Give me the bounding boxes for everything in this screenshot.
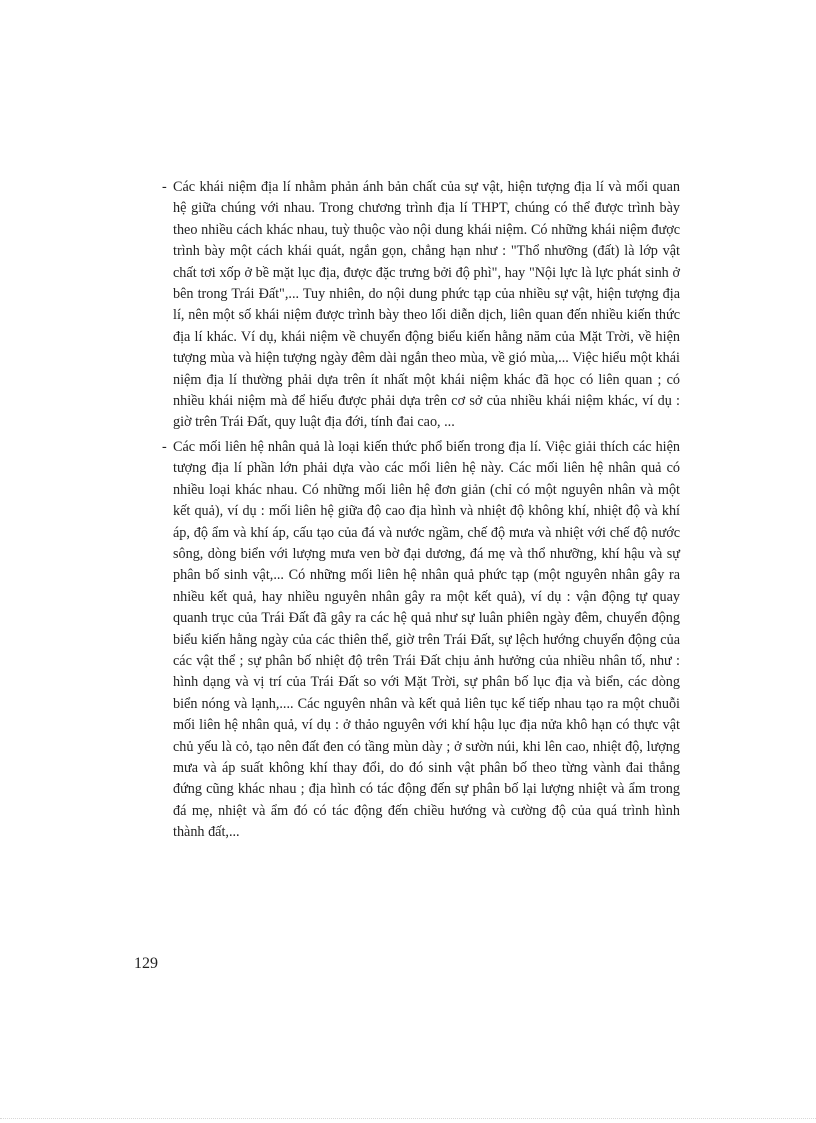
bullet-paragraph xyxy=(162,177,680,434)
bullet-dash: - xyxy=(162,438,167,455)
page-bottom-divider xyxy=(0,1118,816,1119)
paragraph-text: Các khái niệm địa lí nhằm phản ánh bản chất của sự vật, hiện tượng địa lí và mối quan hệ giữa chúng với nhau. Trong chương trình địa lí THPT, chúng có thể được trình bày theo nhiều cách khác nhau, tuỳ thuộc vào nội dung khái niệm. Có những khái niệm được trình bày một cách khái quát, ngắn gọn, chẳng hạn như : "Thổ nhưỡng (đất) là lớp vật chất tơi xốp ở bề mặt lục địa, được đặc trưng bởi độ phì", hay "Nội lực là lực phát sinh ở bên trong Trái Đất",... Tuy nhiên, do nội dung phức tạp của nhiều sự vật, hiện tượng địa lí, nên một số khái niệm được trình bày theo lối diễn dịch, liên quan đến nhiều kiến thức địa lí khác. Ví dụ, khái niệm về chuyển động biểu kiến hằng năm của Mặt Trời, về hiện tượng mùa và hiện tượng ngày đêm dài ngắn theo mùa, về gió mùa,... Việc hiểu một khái niệm địa lí thường phải dựa trên ít nhất một khái niệm khác đã học có liên quan ; có nhiều khái niệm mà để hiểu được phải dựa trên cơ sở của nhiều khái niệm khác, ví dụ : giờ trên Trái Đất, quy luật địa đới, tính đai cao, ... xyxy=(173,179,680,431)
body-text xyxy=(162,177,680,847)
paragraph-text: Các mối liên hệ nhân quả là loại kiến thức phổ biến trong địa lí. Việc giải thích các hiện tượng địa lí phần lớn phải dựa vào các mối liên hệ này. Các mối liên hệ nhân quả có nhiều loại khác nhau. Có những mối liên hệ đơn giản (chỉ có một nguyên nhân và một kết quả), ví dụ : mối liên hệ giữa độ cao địa hình và nhiệt độ không khí, nhiệt độ và khí áp, độ ẩm và khí áp, cấu tạo của đá và nước ngầm, chế độ mưa và nhiệt với chế độ nước sông, dòng biển với lượng mưa ven bờ đại dương, đá mẹ và thổ nhưỡng, khí hậu và sự phân bố sinh vật,... Có những mối liên hệ nhân quả phức tạp (một nguyên nhân gây ra nhiều kết quả, hay nhiều nguyên nhân gây ra một kết quả), ví dụ : vận động tự quay quanh trục của Trái Đất đã gây ra các hệ quả như sự luân phiên ngày đêm, chuyển động biểu kiến hằng ngày của các thiên thể, giờ trên Trái Đất, sự lệch hướng chuyển động của các vật thể ; sự phân bố nhiệt độ trên Trái Đất chịu ảnh hưởng của nhiều nhân tố, như : hình dạng và vị trí của Trái Đất so với Mặt Trời, sự phân bố lục địa và biển, các dòng biển nóng và lạnh,.... Các nguyên nhân và kết quả liên tục kế tiếp nhau tạo ra một chuỗi mối liên hệ nhân quả, ví dụ : ở thảo nguyên với khí hậu lục địa nửa khô hạn có thực vật chủ yếu là cỏ, tạo nên đất đen có tầng mùn dày ; ở sườn núi, khi lên cao, nhiệt độ, lượng mưa và áp suất không khí thay đổi, do đó sinh vật phân bố theo từng vành đai thẳng đứng cũng khác nhau ; địa hình có tác động đến sự phân bố lại lượng nhiệt và ẩm trong đá mẹ, nhiệt và ẩm đó có tác động đến chiều hướng và cường độ của quá trình hình thành đất,... xyxy=(173,438,680,841)
bullet-paragraph xyxy=(162,437,680,844)
page-number: 129 xyxy=(134,955,158,972)
bullet-dash: - xyxy=(162,179,167,195)
